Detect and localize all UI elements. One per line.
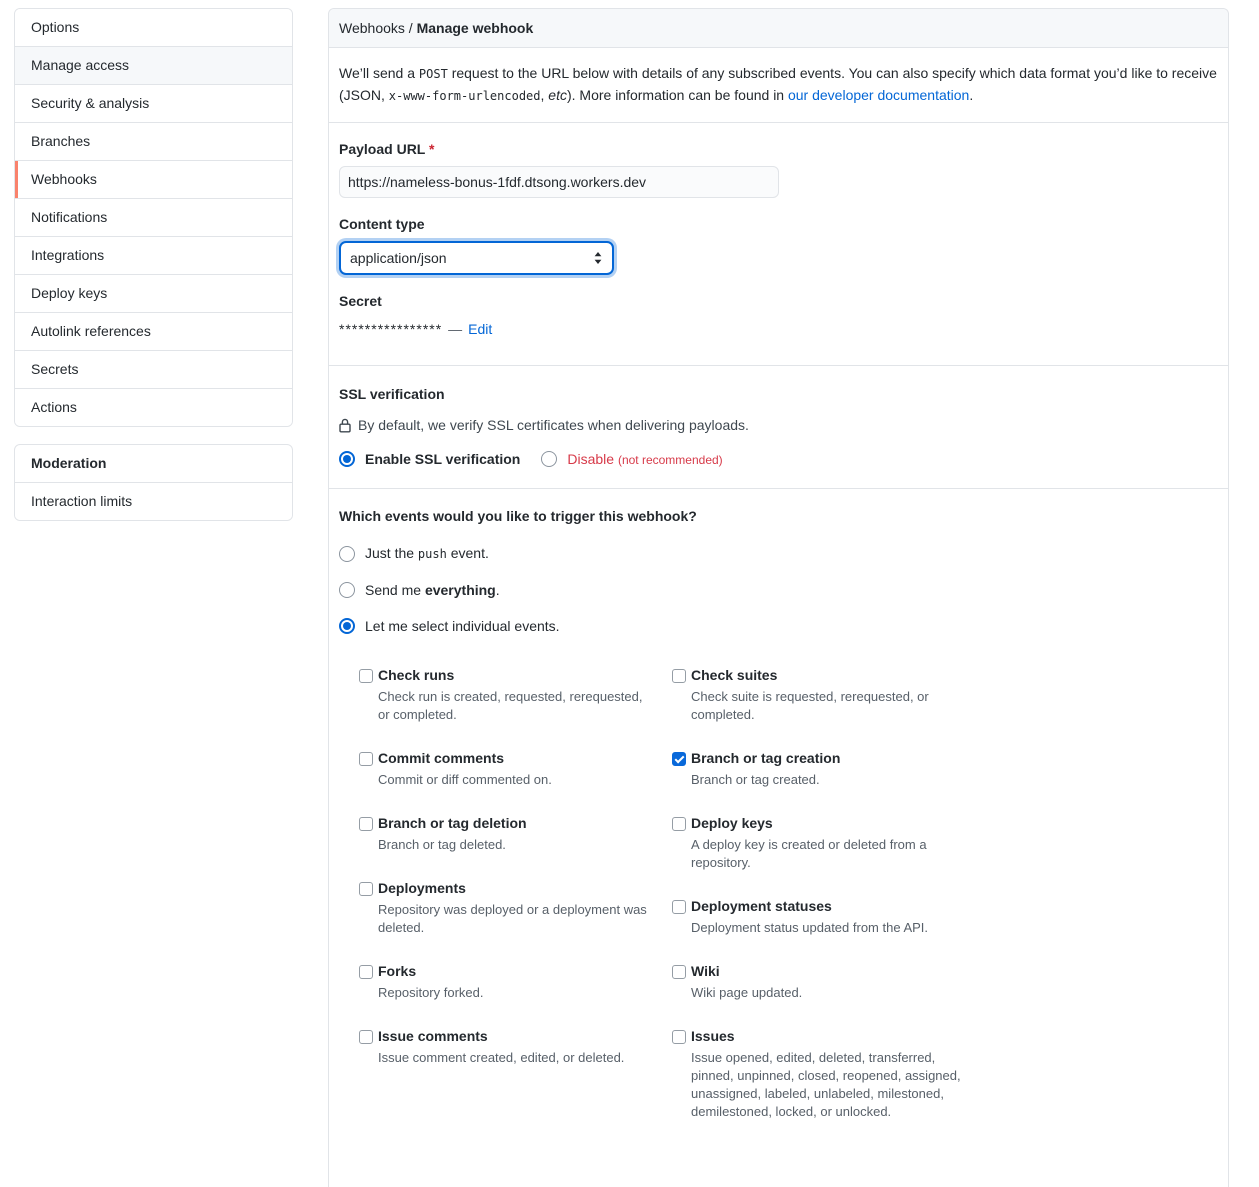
- event-checkbox[interactable]: [672, 965, 686, 979]
- sidebar-nav-item-label: Branches: [31, 133, 91, 149]
- intro-segment: We’ll send a: [339, 65, 419, 81]
- event-checkbox-item: [359, 1028, 653, 1067]
- event-checkbox[interactable]: [359, 1030, 373, 1044]
- disable-ssl-radio-button[interactable]: [541, 451, 557, 467]
- sidebar-nav-item[interactable]: [15, 160, 292, 198]
- event-checkbox[interactable]: [359, 752, 373, 766]
- lock-icon: [339, 418, 351, 433]
- moderation-header: Moderation: [31, 455, 107, 471]
- post-code-text: POST: [418, 67, 448, 81]
- sidebar-nav-item[interactable]: [15, 84, 292, 122]
- event-checkbox-item: [672, 750, 966, 789]
- send-everything-label: [365, 580, 500, 600]
- ssl-note: [339, 416, 1218, 434]
- event-label[interactable]: Branch or tag deletion: [378, 815, 527, 831]
- event-label[interactable]: Wiki: [691, 963, 720, 979]
- event-checkbox-column-right: [672, 667, 966, 1147]
- just-push-label: [365, 543, 489, 564]
- event-description: Wiki page updated.: [691, 985, 803, 1000]
- event-label[interactable]: Deployment statuses: [691, 898, 832, 914]
- event-checkbox[interactable]: [359, 965, 373, 979]
- enable-ssl-radio-button[interactable]: [339, 451, 355, 467]
- developer-documentation-link[interactable]: our developer documentation: [787, 87, 970, 103]
- payload-url-label: [339, 140, 1218, 158]
- sidebar-nav-item[interactable]: [15, 312, 292, 350]
- etc-italic-text: etc: [548, 87, 567, 103]
- sidebar-nav-item-label: Secrets: [31, 361, 79, 377]
- secret-masked-value: ****************: [339, 321, 443, 337]
- breadcrumb: [329, 9, 1228, 48]
- payload-url-field: [339, 140, 1218, 198]
- event-checkbox-item: [359, 880, 653, 937]
- sidebar-nav-item[interactable]: [15, 482, 292, 520]
- sidebar-nav-item[interactable]: [15, 236, 292, 274]
- event-description: Deployment status updated from the API.: [691, 920, 929, 935]
- content-type-field: [339, 215, 1218, 275]
- event-description: Issue comment created, edited, or deleted.: [378, 1050, 625, 1065]
- sidebar-nav-item-label: Actions: [31, 399, 77, 415]
- intro-text: [329, 48, 1228, 123]
- webhook-form-fields: [329, 123, 1228, 366]
- sidebar-nav-item-label: Interaction limits: [31, 493, 133, 509]
- webhook-settings-main: [328, 8, 1229, 1187]
- send-everything-radio-button[interactable]: [339, 582, 355, 598]
- event-checkbox-item: [672, 1028, 966, 1121]
- event-description: Check suite is requested, rerequested, or completed.: [691, 689, 929, 722]
- disable-ssl-label: [567, 451, 722, 467]
- event-label[interactable]: Deployments: [378, 880, 466, 896]
- sidebar-nav-item[interactable]: [15, 274, 292, 312]
- sidebar-nav-item-label: Notifications: [31, 209, 108, 225]
- payload-url-input[interactable]: [339, 166, 779, 198]
- event-checkbox[interactable]: [359, 669, 373, 683]
- disable-ssl-radio-option[interactable]: [541, 451, 722, 467]
- intro-segment: ). More information can be found in: [566, 87, 788, 103]
- sidebar-nav-item-label: Webhooks: [31, 171, 97, 187]
- just-push-label-text: event.: [446, 545, 489, 561]
- urlencoded-code-text: x-www-form-urlencoded: [388, 89, 541, 103]
- push-code-text: push: [417, 547, 447, 561]
- sidebar-nav-item[interactable]: [15, 388, 292, 426]
- ssl-radio-group: [339, 451, 1218, 467]
- event-description: Commit or diff commented on.: [378, 772, 552, 787]
- event-checkbox-item: [359, 667, 653, 724]
- event-description: Branch or tag deleted.: [378, 837, 506, 852]
- sidebar-nav-item-label: Security & analysis: [31, 95, 150, 111]
- event-description: Issue opened, edited, deleted, transferred, pinned, unpinned, closed, reopened, assigned, unassigned, labeled, unlabeled, milestoned, demilestoned, locked, or unlocked.: [691, 1050, 961, 1119]
- event-checkbox-column-left: [359, 667, 653, 1147]
- event-label[interactable]: Issue comments: [378, 1028, 488, 1044]
- event-label[interactable]: Branch or tag creation: [691, 750, 841, 766]
- sidebar-nav-item[interactable]: [15, 46, 292, 84]
- event-checkbox-item: [672, 963, 966, 1002]
- ssl-note-text: By default, we verify SSL certificates when delivering payloads.: [358, 417, 749, 433]
- event-checkbox[interactable]: [672, 1030, 686, 1044]
- secret-label: Secret: [339, 293, 382, 309]
- event-description: Check run is created, requested, rerequested, or completed.: [378, 689, 643, 722]
- event-label[interactable]: Commit comments: [378, 750, 505, 766]
- ssl-verification-section: [329, 366, 1228, 489]
- enable-ssl-radio-option[interactable]: [339, 451, 520, 467]
- event-label[interactable]: Check runs: [378, 667, 455, 683]
- event-checkbox[interactable]: [672, 817, 686, 831]
- disable-ssl-note-text: (not recommended): [617, 453, 723, 467]
- event-checkbox[interactable]: [359, 882, 373, 896]
- disable-ssl-label-text: Disable: [567, 451, 615, 467]
- sidebar-nav-item[interactable]: [15, 198, 292, 236]
- event-description: Branch or tag created.: [691, 772, 820, 787]
- intro-segment: .: [969, 87, 974, 103]
- events-question: Which events would you like to trigger this webhook?: [339, 508, 697, 524]
- required-asterisk: *: [429, 141, 435, 157]
- individual-events-radio-option[interactable]: [339, 616, 1218, 636]
- just-push-radio-option[interactable]: [339, 543, 1218, 564]
- sidebar-nav-item-label: Integrations: [31, 247, 105, 263]
- enable-ssl-label: Enable SSL verification: [365, 451, 521, 467]
- intro-segment: ,: [540, 87, 549, 103]
- just-push-radio-button[interactable]: [339, 546, 355, 562]
- moderation-items: [15, 482, 292, 520]
- event-description: A deploy key is created or deleted from a repository.: [691, 837, 927, 870]
- breadcrumb-webhooks-link[interactable]: Webhooks: [339, 20, 405, 36]
- event-label[interactable]: Deploy keys: [691, 815, 773, 831]
- send-everything-label-text: Send me: [365, 582, 425, 598]
- settings-nav: [14, 8, 293, 427]
- event-checkbox-grid: [359, 652, 1218, 1147]
- content-type-select[interactable]: [339, 241, 614, 275]
- event-checkbox[interactable]: [672, 669, 686, 683]
- everything-bold-text: everything: [424, 582, 496, 598]
- event-checkbox[interactable]: [672, 900, 686, 914]
- event-checkbox-item: [359, 815, 653, 854]
- event-checkbox-item: [359, 963, 653, 1002]
- sidebar-nav-item[interactable]: [15, 9, 292, 46]
- ssl-verification-heading: SSL verification: [339, 386, 445, 402]
- event-description: Repository was deployed or a deployment was deleted.: [378, 902, 647, 935]
- event-description: Repository forked.: [378, 985, 484, 1000]
- secret-value-row: [339, 321, 1218, 337]
- event-label[interactable]: Check suites: [691, 667, 778, 683]
- event-label[interactable]: Forks: [378, 963, 417, 979]
- secret-separator-dash: —: [448, 321, 463, 337]
- event-checkbox-item: [672, 815, 966, 872]
- breadcrumb-separator: /: [404, 20, 417, 36]
- event-checkbox[interactable]: [672, 752, 686, 766]
- payload-url-label-text: Payload URL: [339, 141, 426, 157]
- event-label[interactable]: Issues: [691, 1028, 735, 1044]
- trigger-events-section: [329, 489, 1228, 1187]
- send-everything-label-text: .: [495, 582, 500, 598]
- select-caret-icon: [593, 251, 603, 265]
- breadcrumb-current: Manage webhook: [416, 20, 534, 36]
- settings-sidebar: [14, 8, 293, 521]
- intro-segment: request to the URL below with details of any subscribed events. You can also specify which data format you’d like to receive (JSON,: [339, 65, 1217, 103]
- event-checkbox-item: [672, 667, 966, 724]
- content-type-selected-value: application/json: [350, 250, 447, 266]
- sidebar-nav-item-label: Autolink references: [31, 323, 151, 339]
- event-checkbox-item: [359, 750, 653, 789]
- sidebar-nav-item-label: Deploy keys: [31, 285, 108, 301]
- manage-webhook-box: [328, 8, 1229, 1187]
- sidebar-nav-item[interactable]: [15, 350, 292, 388]
- secret-edit-link[interactable]: Edit: [468, 321, 493, 337]
- individual-events-radio-button[interactable]: [339, 618, 355, 634]
- send-everything-radio-option[interactable]: [339, 580, 1218, 600]
- event-checkbox[interactable]: [359, 817, 373, 831]
- sidebar-nav-item-label: Manage access: [31, 57, 130, 73]
- moderation-nav: [14, 444, 293, 521]
- sidebar-nav-item-label: Options: [31, 19, 80, 35]
- sidebar-nav-item[interactable]: [15, 122, 292, 160]
- just-push-label-text: Just the: [365, 545, 418, 561]
- event-checkbox-item: [672, 898, 966, 937]
- individual-events-label: Let me select individual events.: [365, 618, 560, 634]
- secret-field: [339, 292, 1218, 337]
- content-type-label: Content type: [339, 216, 425, 232]
